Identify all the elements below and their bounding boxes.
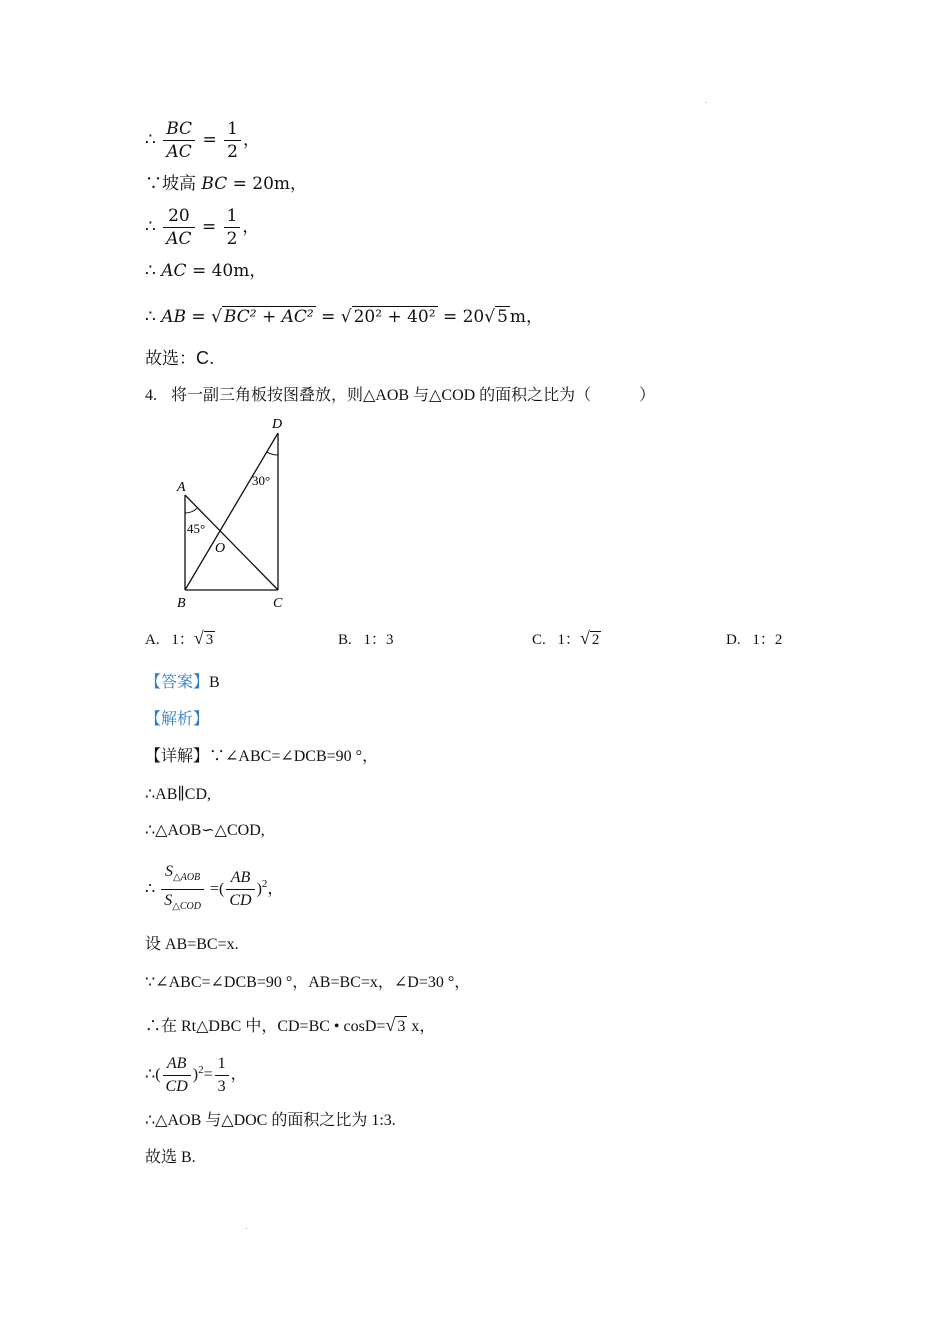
because-symbol: ∵ bbox=[145, 174, 162, 194]
segment-db bbox=[185, 433, 278, 590]
radical-sign: √ bbox=[211, 307, 222, 327]
option-c[interactable] bbox=[532, 628, 601, 649]
fraction-areas bbox=[161, 861, 204, 918]
detail-text: ∵∠ABC=∠DCB=90 °， bbox=[209, 748, 379, 765]
slope-height-label: 坡高 bbox=[162, 174, 196, 194]
step-ratio-bc-ac bbox=[145, 118, 260, 163]
choice-answer: C bbox=[196, 348, 209, 368]
therefore-symbol: ∴ bbox=[145, 880, 156, 898]
radicand-five: 5 bbox=[497, 307, 508, 327]
angle-d-label: 30° bbox=[252, 473, 271, 488]
therefore-symbol: ∴ bbox=[145, 130, 156, 150]
radical-sign: √ bbox=[484, 307, 496, 327]
option-text: 1：2 bbox=[752, 632, 783, 648]
therefore-symbol: ∴ bbox=[145, 261, 156, 281]
cd-expression: ∴在 Rt△DBC 中，CD=BC • cosD= bbox=[145, 1018, 386, 1035]
option-text: 1： bbox=[557, 632, 581, 648]
detail-line bbox=[145, 747, 378, 767]
detail-step-assume: 设 AB=BC=x. bbox=[145, 936, 239, 953]
value-text: = 40m， bbox=[191, 261, 267, 281]
option-label: D. bbox=[726, 632, 741, 648]
fraction-ab-cd bbox=[226, 867, 254, 912]
step-ac-value bbox=[145, 261, 266, 281]
denominator: 2 bbox=[227, 142, 238, 162]
fraction-20-ac bbox=[163, 205, 194, 250]
segment-ac bbox=[185, 495, 278, 590]
equals-sign: = bbox=[201, 217, 217, 237]
numerator: 1 bbox=[224, 118, 241, 141]
punctuation: ， bbox=[242, 130, 260, 150]
exponent: 2 bbox=[198, 1063, 204, 1076]
exponent: 2 bbox=[261, 878, 268, 891]
result-coefficient: = 20 bbox=[442, 307, 485, 327]
numerator: 1 bbox=[215, 1053, 229, 1076]
radicand-bc-ac: BC² + AC² bbox=[223, 307, 314, 327]
variable-ab: AB bbox=[161, 307, 187, 327]
detail-step-final-choice: 故选 B. bbox=[145, 1149, 196, 1166]
therefore-symbol: ∴ bbox=[145, 307, 156, 327]
area-subscript: △AOB bbox=[173, 872, 201, 884]
label-c: C bbox=[273, 596, 283, 611]
detail-step-square-ratio: ∴( $\frac{AB}{CD}$ )$^2$= $\frac{1}{3}$ ， bbox=[145, 1053, 247, 1098]
denominator: CD bbox=[165, 1078, 188, 1095]
denominator: 2 bbox=[226, 229, 238, 249]
answer-value: B bbox=[209, 674, 220, 691]
denominator: CD bbox=[229, 892, 252, 910]
detail-step-area-ratio: ∴ $\frac{S_{\triangle AOB}}{S_{\triangle COD}}$ =( $\frac{AB}{CD}$ )$^2$， bbox=[145, 861, 283, 918]
detail-step-cd bbox=[145, 1015, 435, 1037]
area-subscript: △COD bbox=[172, 901, 201, 913]
label-o: O bbox=[215, 541, 226, 556]
step-slope-height bbox=[145, 174, 307, 194]
therefore-symbol: ∴ bbox=[145, 1066, 156, 1084]
denominator: AC bbox=[166, 142, 192, 162]
unit-text: m， bbox=[509, 307, 544, 327]
equals-sign: = bbox=[210, 880, 220, 898]
triangle-figure bbox=[165, 413, 325, 613]
numerator: 1 bbox=[224, 205, 241, 228]
cd-tail: x， bbox=[407, 1018, 436, 1035]
question-number: 4. bbox=[145, 387, 157, 404]
numerator: BC bbox=[163, 118, 195, 141]
option-text: 1：3 bbox=[363, 632, 394, 648]
fraction-one-half bbox=[224, 118, 241, 163]
question-4 bbox=[145, 386, 655, 406]
punctuation: ， bbox=[242, 217, 260, 237]
numerator: AB bbox=[226, 867, 254, 890]
area-symbol: S bbox=[165, 863, 174, 880]
detail-step-conditions: ∵∠ABC=∠DCB=90 °，AB=BC=x，∠D=30 °， bbox=[145, 974, 471, 991]
step-ab-value bbox=[145, 306, 543, 327]
punctuation: ， bbox=[267, 880, 284, 898]
angle-arc-d bbox=[267, 452, 278, 455]
therefore-symbol: ∴ bbox=[145, 217, 156, 237]
angle-arc-a bbox=[185, 508, 198, 513]
radicand-numbers: 20² + 40² bbox=[353, 307, 436, 327]
scan-dot-top: . bbox=[705, 96, 708, 105]
fraction-one-half bbox=[224, 205, 241, 250]
label-a: A bbox=[177, 480, 186, 495]
angle-a-label: 45° bbox=[187, 521, 206, 536]
option-text: 1： bbox=[171, 632, 194, 648]
value-text: = 20m， bbox=[232, 174, 308, 194]
option-label: C. bbox=[532, 632, 546, 648]
option-d[interactable] bbox=[726, 628, 782, 649]
option-radicand: 3 bbox=[205, 632, 214, 648]
fraction-one-third bbox=[215, 1053, 229, 1098]
scan-dot-bottom: . bbox=[245, 1222, 248, 1231]
denominator: 3 bbox=[217, 1078, 226, 1095]
label-b: B bbox=[177, 596, 186, 611]
choice-label: 故选： bbox=[145, 349, 196, 369]
radical-sign: √ bbox=[580, 628, 590, 648]
fraction-ab-cd bbox=[163, 1053, 191, 1098]
detail-step-parallel: ∴AB∥CD, bbox=[145, 786, 212, 803]
step-choice bbox=[145, 348, 214, 369]
option-b[interactable] bbox=[338, 628, 394, 649]
radical-sign: √ bbox=[340, 307, 352, 327]
equals-sign: = bbox=[191, 307, 206, 327]
analysis-tag: 【解析】 bbox=[145, 711, 210, 728]
numerator bbox=[161, 861, 204, 890]
question-text: 将一副三角板按图叠放，则△AOB 与△COD 的面积之比为（ ） bbox=[171, 387, 656, 404]
option-radicand: 2 bbox=[591, 632, 600, 648]
option-a[interactable] bbox=[145, 628, 215, 649]
numerator: AB bbox=[163, 1053, 191, 1076]
equals-sign: = bbox=[203, 1066, 213, 1084]
denominator: AC bbox=[166, 229, 192, 249]
area-symbol: S bbox=[164, 892, 173, 910]
detail-tag: 【详解】 bbox=[145, 748, 210, 765]
equals-sign: = bbox=[321, 307, 336, 327]
option-label: B. bbox=[338, 632, 352, 648]
variable-ac: AC bbox=[161, 261, 187, 281]
option-label: A. bbox=[145, 632, 160, 648]
punctuation: ， bbox=[230, 1066, 247, 1084]
detail-step-similar: ∴△AOB∽△COD, bbox=[145, 822, 265, 839]
answer-line bbox=[145, 673, 220, 693]
radicand-three: 3 bbox=[397, 1018, 406, 1035]
radical-sign: √ bbox=[385, 1015, 396, 1035]
equals-sign: = bbox=[202, 130, 217, 150]
fraction-bc-ac bbox=[163, 118, 195, 163]
punctuation: . bbox=[209, 349, 215, 369]
radical-sign: √ bbox=[193, 628, 204, 648]
variable-bc: BC bbox=[201, 174, 228, 194]
numerator: 20 bbox=[163, 205, 194, 228]
answer-tag: 【答案】 bbox=[145, 674, 210, 691]
analysis-line bbox=[145, 710, 209, 730]
denominator bbox=[161, 890, 204, 918]
label-d: D bbox=[272, 417, 283, 432]
detail-step-conclusion: ∴△AOB 与△DOC 的面积之比为 1:3. bbox=[145, 1112, 396, 1129]
step-ratio-20-ac bbox=[145, 205, 259, 250]
